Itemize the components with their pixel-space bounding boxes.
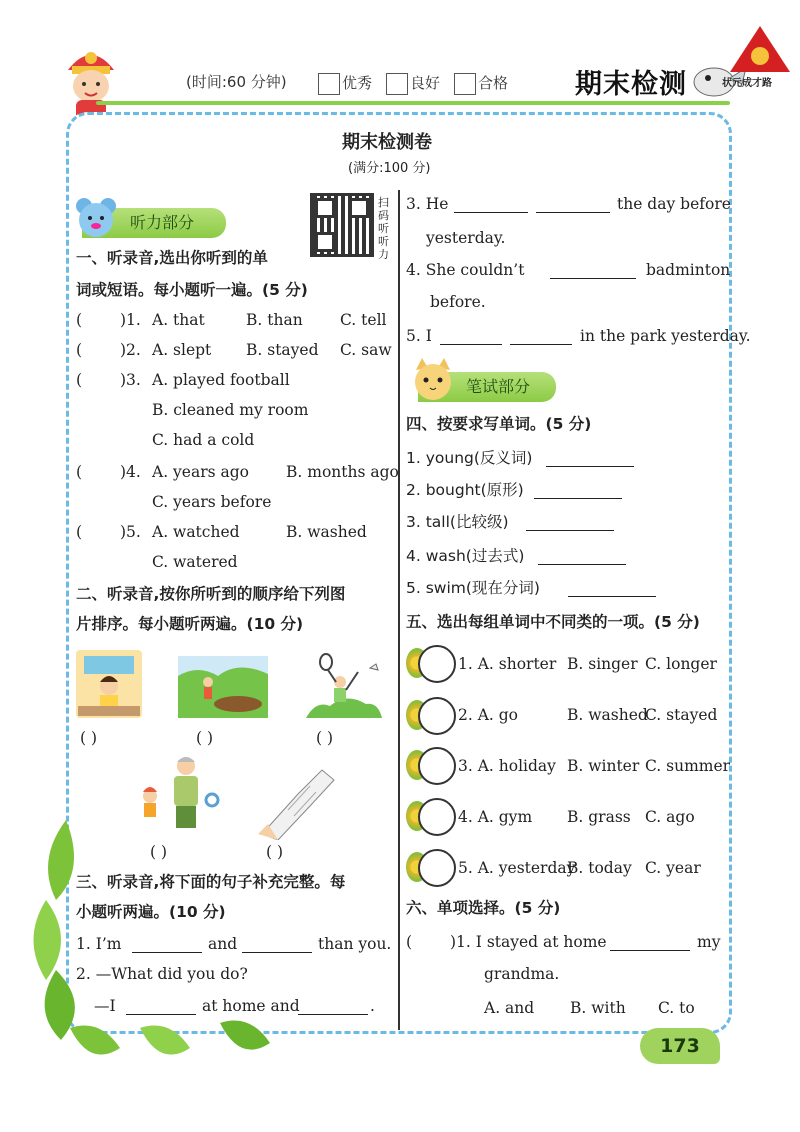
bear-mascot-icon (74, 196, 118, 240)
p3-s3-text-a: 3. He (406, 195, 449, 213)
logo-triangle-icon (730, 26, 790, 72)
p4-blank-3[interactable] (526, 514, 614, 531)
part1-heading-line1: 一、听录音,选出你听到的单 (76, 249, 268, 267)
p2-answer-3[interactable]: ( ) (316, 729, 334, 747)
header-divider (96, 101, 730, 105)
p4-item-4: 4. wash(过去式) (406, 547, 525, 565)
rating-excellent[interactable] (318, 72, 372, 95)
paper-title: 期末检测卷 (342, 132, 432, 153)
leaves-bottom-decoration (70, 1018, 310, 1068)
p1-q1-num: )1. (120, 311, 141, 329)
p6-q1-opt-a: A. and (484, 999, 535, 1017)
p1-q1-a: A. that (152, 311, 205, 329)
checkbox-excellent[interactable] (318, 73, 340, 95)
p3-s2-text-a: 2. —What did you do? (76, 965, 248, 983)
picture-injured-leg (258, 764, 338, 840)
p1-q2-open: ( (76, 341, 83, 359)
time-label: (时间:60 分钟) (186, 73, 287, 91)
p6-q1-text-c: grandma. (484, 965, 560, 983)
p5-q3-a: 3. A. holiday (458, 757, 556, 775)
p3-s3-text-c: yesterday. (426, 229, 506, 247)
p1-q3-b: B. cleaned my room (152, 401, 309, 419)
part4-heading: 四、按要求写单词。(5 分) (406, 415, 592, 433)
p5-q2-a: 2. A. go (458, 706, 519, 724)
p3-s2-text-d: . (370, 997, 375, 1015)
picture-girl-room (76, 650, 142, 718)
p1-q4-open: ( (76, 463, 83, 481)
p6-q1-blank[interactable] (610, 934, 690, 951)
p1-q4-c: C. years before (152, 493, 272, 511)
p3-s5-text-a: 5. I (406, 327, 432, 345)
mascot-left-illustration (56, 40, 126, 122)
p5-q1-answer-circle[interactable] (418, 645, 456, 683)
p1-q5-open: ( (76, 523, 83, 541)
checkbox-pass[interactable] (454, 73, 476, 95)
p6-q1-text-b: my (697, 933, 721, 951)
p5-q3-c: C. summer (645, 757, 731, 775)
rating-good[interactable] (386, 72, 440, 95)
p1-q4-answer-box[interactable] (86, 464, 118, 482)
p1-q3-a: A. played football (152, 371, 290, 389)
p3-s1-blank-2[interactable] (242, 936, 312, 953)
p3-s1-text-b: and (208, 935, 238, 953)
p5-q5-a: 5. A. yesterday (458, 859, 576, 877)
p3-s5-text-b: in the park yesterday. (580, 327, 751, 345)
part3-heading-line1: 三、听录音,将下面的句子补充完整。每 (76, 873, 346, 891)
cat-mascot-icon (410, 356, 456, 402)
p3-s4-text-a: 4. She couldn’t (406, 261, 525, 279)
rating-pass-label: 合格 (478, 74, 509, 92)
writing-section-label: 笔试部分 (418, 372, 556, 402)
p1-q5-answer-box[interactable] (86, 524, 118, 542)
p1-q1-c: C. tell (340, 311, 387, 329)
p5-q2-answer-circle[interactable] (418, 697, 456, 735)
p4-blank-4[interactable] (538, 548, 626, 565)
p3-s4-text-c: before. (430, 293, 486, 311)
p3-s3-text-b: the day before (617, 195, 731, 213)
p1-q1-answer-box[interactable] (86, 312, 118, 330)
paper-score: (满分:100 分) (348, 161, 431, 176)
badge-title: 期末检测 (575, 69, 687, 100)
checkbox-good[interactable] (386, 73, 408, 95)
p1-q2-num: )2. (120, 341, 141, 359)
p6-q1-text-a: )1. I stayed at home (450, 933, 607, 951)
p5-q3-b: B. winter (567, 757, 640, 775)
p1-q3-answer-box[interactable] (86, 372, 118, 390)
p4-blank-1[interactable] (546, 450, 634, 467)
p3-s2-text-c: at home and (202, 997, 300, 1015)
p5-q5-c: C. year (645, 859, 701, 877)
picture-grandma-child (134, 752, 226, 832)
p1-q1-b: B. than (246, 311, 303, 329)
p3-s1-blank-1[interactable] (132, 936, 202, 953)
part1-heading-line2: 词或短语。每小题听一遍。(5 分) (76, 281, 308, 299)
picture-badminton (306, 652, 382, 718)
p6-q1-answer-box[interactable] (416, 934, 448, 952)
p6-q1-open: ( (406, 933, 413, 951)
picture-boy-garden (178, 656, 268, 718)
part6-heading: 六、单项选择。(5 分) (406, 899, 561, 917)
p5-q4-a: 4. A. gym (458, 808, 533, 826)
p1-q2-answer-box[interactable] (86, 342, 118, 360)
page-number: 173 (640, 1028, 720, 1064)
p3-s2-blank-2[interactable] (298, 998, 368, 1015)
p3-s2-text-b: —I (94, 997, 116, 1015)
p1-q2-a: A. slept (152, 341, 212, 359)
p5-q4-answer-circle[interactable] (418, 798, 456, 836)
p4-item-5: 5. swim(现在分词) (406, 579, 540, 597)
p5-q2-b: B. washed (567, 706, 648, 724)
p3-s3-blank-1[interactable] (454, 196, 528, 213)
part2-heading-line1: 二、听录音,按你所听到的顺序给下列图 (76, 585, 346, 603)
p1-q4-num: )4. (120, 463, 141, 481)
p2-answer-4[interactable]: ( ) (150, 843, 168, 861)
p2-answer-5[interactable]: ( ) (266, 843, 284, 861)
p6-q1-opt-b: B. with (570, 999, 626, 1017)
p2-answer-2[interactable]: ( ) (196, 729, 214, 747)
p5-q5-b: B. today (567, 859, 632, 877)
p3-s4-blank-1[interactable] (550, 262, 636, 279)
p1-q5-c: C. watered (152, 553, 238, 571)
p4-item-2: 2. bought(原形) (406, 481, 524, 499)
p1-q1-open: ( (76, 311, 83, 329)
p1-q3-open: ( (76, 371, 83, 389)
p5-q1-c: C. longer (645, 655, 717, 673)
p4-blank-2[interactable] (534, 482, 622, 499)
p4-item-3: 3. tall(比较级) (406, 513, 509, 531)
p1-q4-a: A. years ago (152, 463, 250, 481)
p5-q4-c: C. ago (645, 808, 695, 826)
p3-s2-blank-1[interactable] (126, 998, 196, 1015)
p3-s5-blank-2[interactable] (510, 328, 572, 345)
p1-q3-num: )3. (120, 371, 141, 389)
qr-label: 扫码听听力 (378, 196, 389, 261)
p1-q4-b: B. months ago (286, 463, 399, 481)
part5-heading: 五、选出每组单词中不同类的一项。(5 分) (406, 613, 700, 631)
part2-heading-line2: 片排序。每小题听两遍。(10 分) (76, 615, 304, 633)
part3-heading-line2: 小题听两遍。(10 分) (76, 903, 226, 921)
p3-s3-blank-2[interactable] (536, 196, 610, 213)
p5-q2-c: C. stayed (645, 706, 718, 724)
p1-q2-c: C. saw (340, 341, 392, 359)
p6-q1-opt-c: C. to (658, 999, 695, 1017)
p1-q3-c: C. had a cold (152, 431, 255, 449)
p4-blank-5[interactable] (568, 580, 656, 597)
p1-q5-a: A. watched (152, 523, 240, 541)
p3-s1-text-a: 1. I’m (76, 935, 122, 953)
p3-s5-blank-1[interactable] (440, 328, 502, 345)
p5-q1-a: 1. A. shorter (458, 655, 557, 673)
p3-s1-text-c: than you. (318, 935, 392, 953)
badge-subtitle: 状元成才路 (722, 78, 772, 89)
rating-good-label: 良好 (410, 74, 441, 92)
p3-s4-text-b: badminton (646, 261, 731, 279)
p5-q1-b: B. singer (567, 655, 638, 673)
qr-code-icon[interactable] (310, 193, 374, 257)
p1-q2-b: B. stayed (246, 341, 319, 359)
listening-section-label: 听力部分 (82, 208, 226, 238)
rating-pass[interactable] (454, 72, 508, 95)
p5-q3-answer-circle[interactable] (418, 747, 456, 785)
p4-item-1: 1. young(反义词) (406, 449, 533, 467)
p1-q5-num: )5. (120, 523, 141, 541)
rating-excellent-label: 优秀 (342, 74, 373, 92)
p1-q5-b: B. washed (286, 523, 367, 541)
p5-q5-answer-circle[interactable] (418, 849, 456, 887)
p5-q4-b: B. grass (567, 808, 631, 826)
column-divider (398, 190, 400, 1030)
p2-answer-1[interactable]: ( ) (80, 729, 98, 747)
